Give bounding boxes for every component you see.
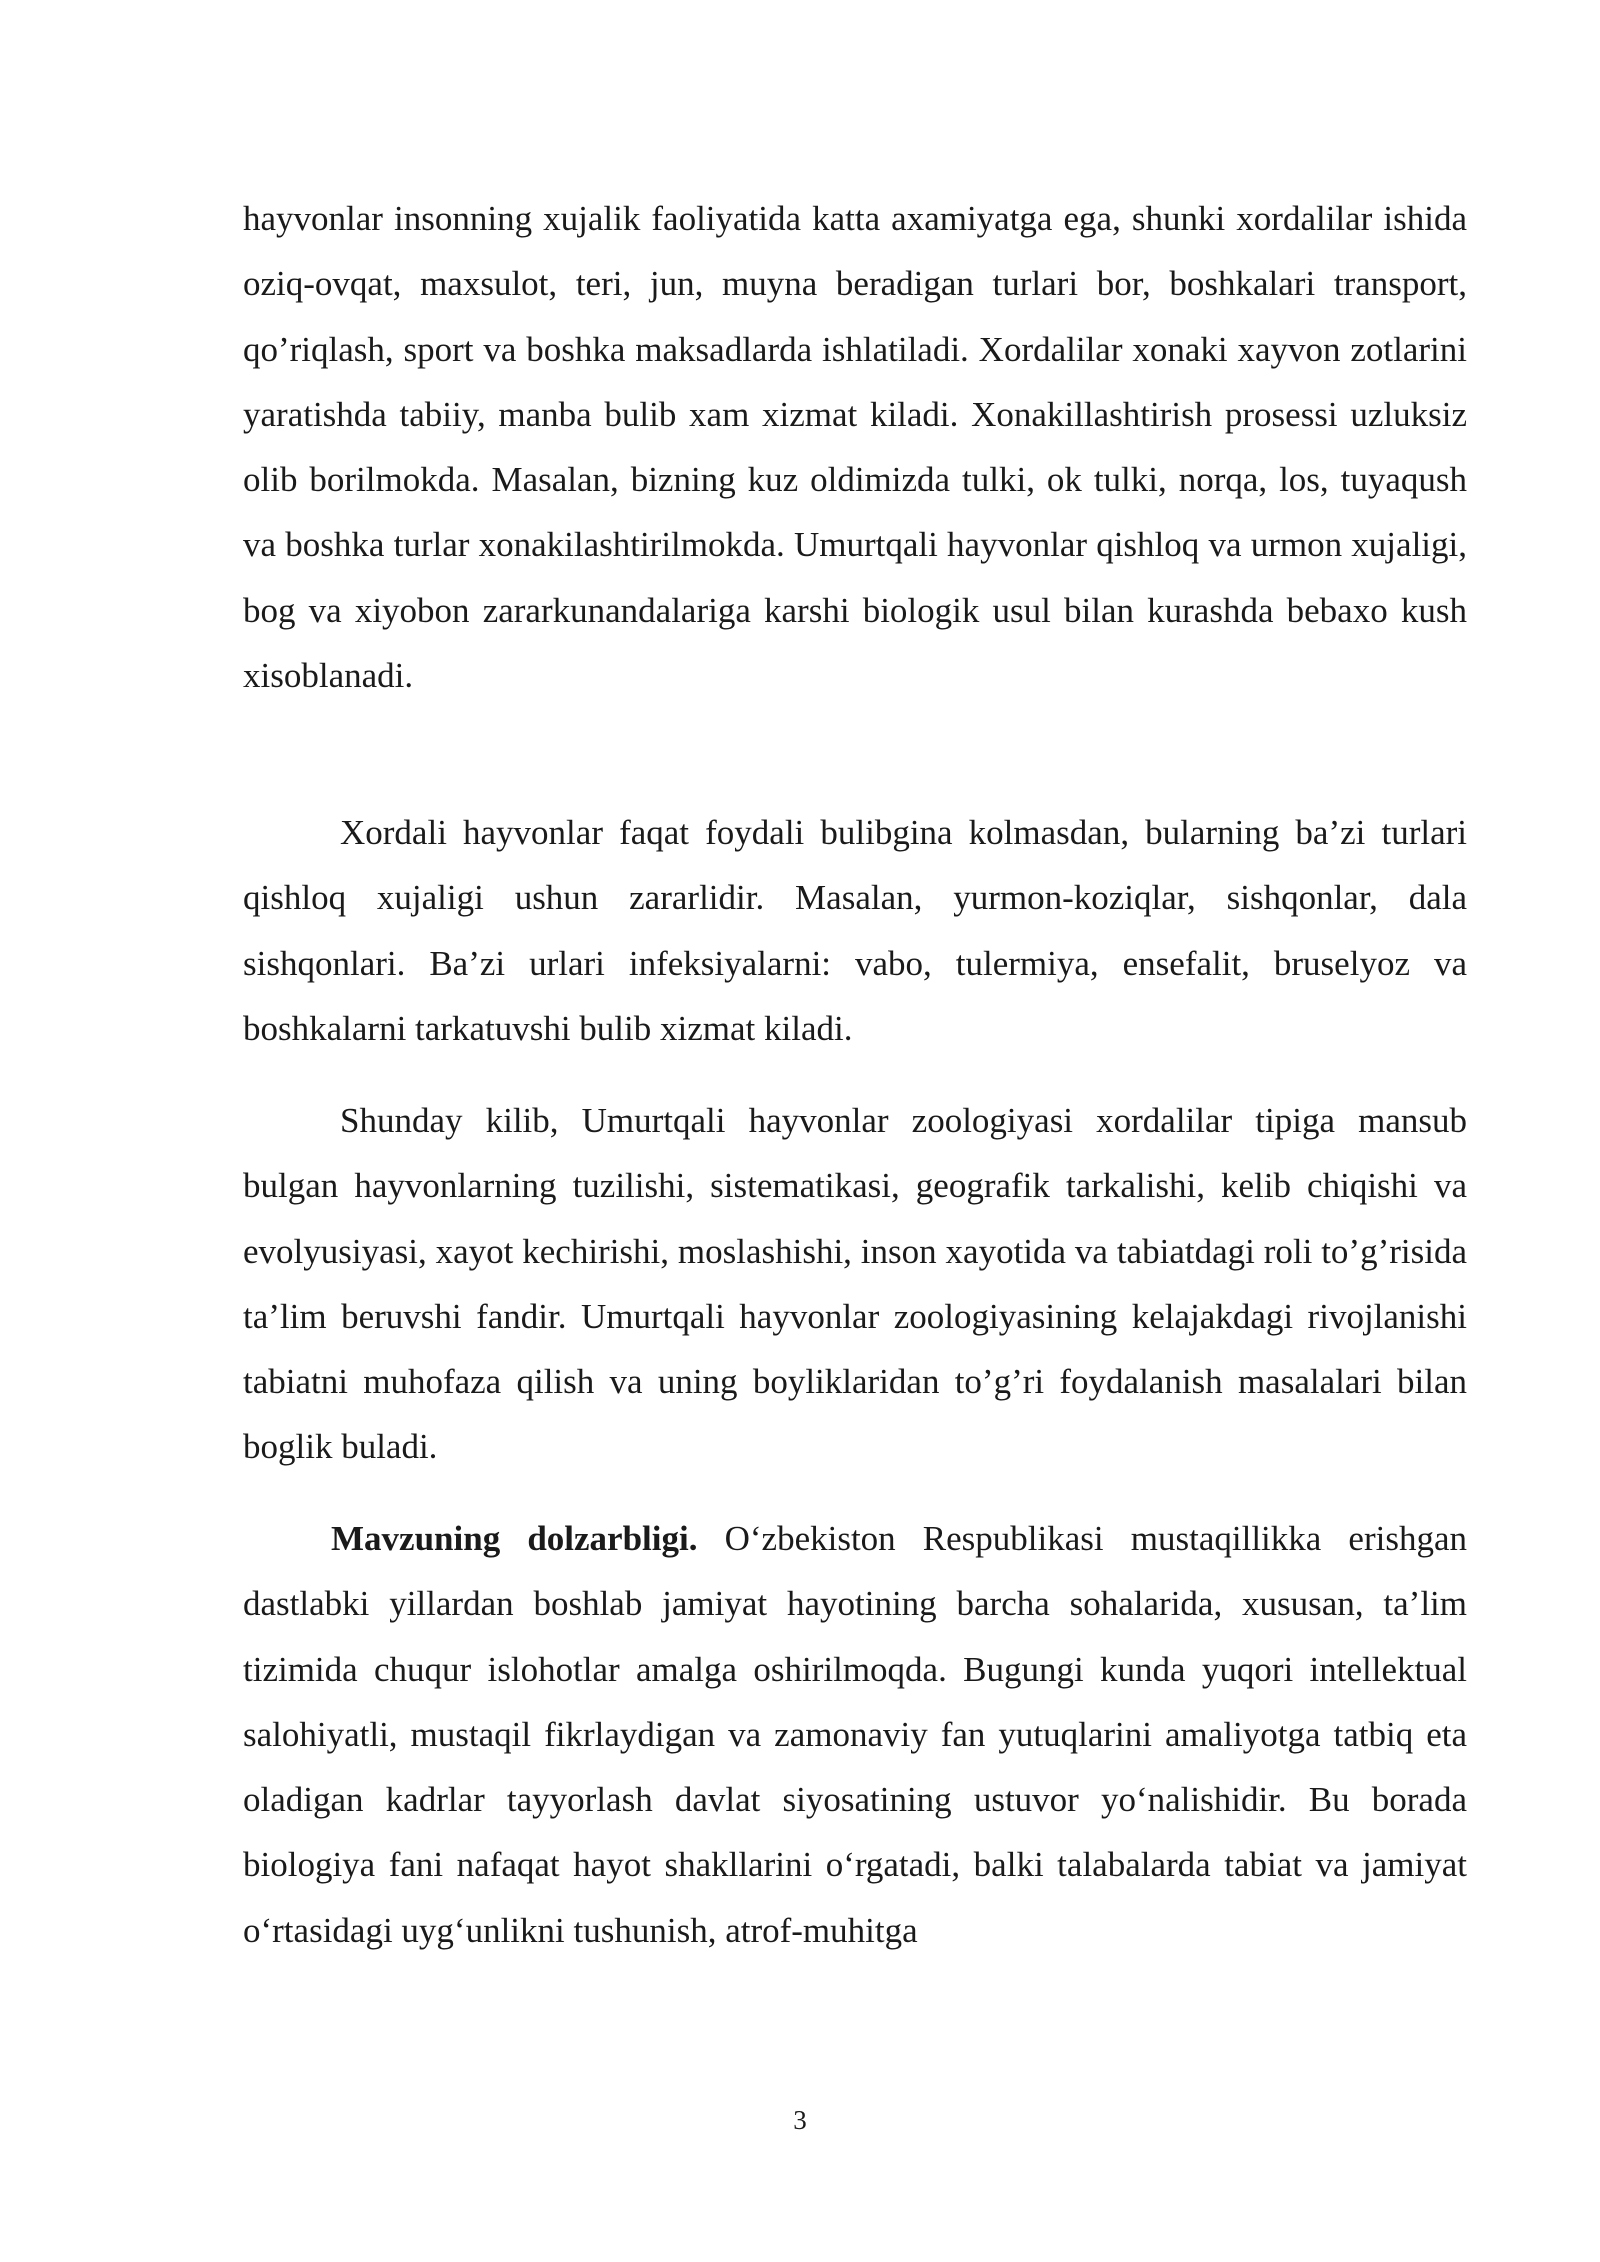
paragraph-4 [243,1506,1467,1963]
section-heading-lead: Mavzuning dolzarbligi. [331,1519,698,1558]
paragraph-4-body: O‘zbekiston Respublikasi mustaqillikka erishgan dastlabki yillardan boshlab jamiyat hayotining barcha sohalarida, xususan, ta’lim tizimida chuqur islohotlar amalga oshirilmoqda. Bugungi kunda yuqori intellektual salohiyatli, mustaqil fikrlaydigan va zamonaviy fan yutuqlarini amaliyotga tatbiq eta oladigan kadrlar tayyorlash davlat siyosatining ustuvor yo‘nalishidir. Bu borada biologiya fani nafaqat hayot shakllarini o‘rgatadi, balki talabalarda tabiat va jamiyat o‘rtasidagi uyg‘unlikni tushunish, atrof-muhitga [243,1519,1467,1950]
page-number: 3 [793,2105,807,2135]
paragraph-1: hayvonlar insonning xujalik faoliyatida katta axamiyatga ega, shunki xordalilar ishida oziq-ovqat, maxsulot, teri, jun, muyna beradigan turlari bor, boshkalari transport, qo’riqlash, sport va boshka maksadlarda ishlatiladi. Xordalilar xonaki xayvon zotlarini yaratishda tabiiy, manba bulib xam xizmat kiladi. Xonakillashtirish prosessi uzluksiz olib borilmokda. Masalan, bizning kuz oldimizda tulki, ok tulki, norqa, los, tuyaqush va boshka turlar xonakilashtirilmokda. Umurtqali hayvonlar qishloq va urmon xujaligi, bog va xiyobon zararkunandalariga karshi biologik usul bilan kurashda bebaxo kush xisoblanadi. [243,199,1467,696]
paragraph-3: Shunday kilib, Umurtqali hayvonlar zoologiyasi xordalilar tipiga mansub bulgan hayvonlarning tuzilishi, sistematikasi, geografik tarkalishi, kelib chiqishi va evolyusiyasi, xayot kechirishi, moslashishi, inson xayotida va tabiatdagi roli to’g’risida ta’lim beruvshi fandir. Umurtqali hayvonlar zoologiyasining kelajakdagi rivojlanishi tabiatni muhofaza qilish va uning boyliklaridan to’g’ri foydalanish masalalari bilan boglik buladi. [243,1101,1467,1467]
paragraph-2: Xordali hayvonlar faqat foydali bulibgina kolmasdan, bularning ba’zi turlari qishloq xujaligi ushun zararlidir. Masalan, yurmon-koziqlar, sishqonlar, dala sishqonlari. Ba’zi urlari infeksiyalarni: vabo, tulermiya, ensefalit, bruselyoz va boshkalarni tarkatuvshi bulib xizmat kiladi. [243,813,1467,1048]
